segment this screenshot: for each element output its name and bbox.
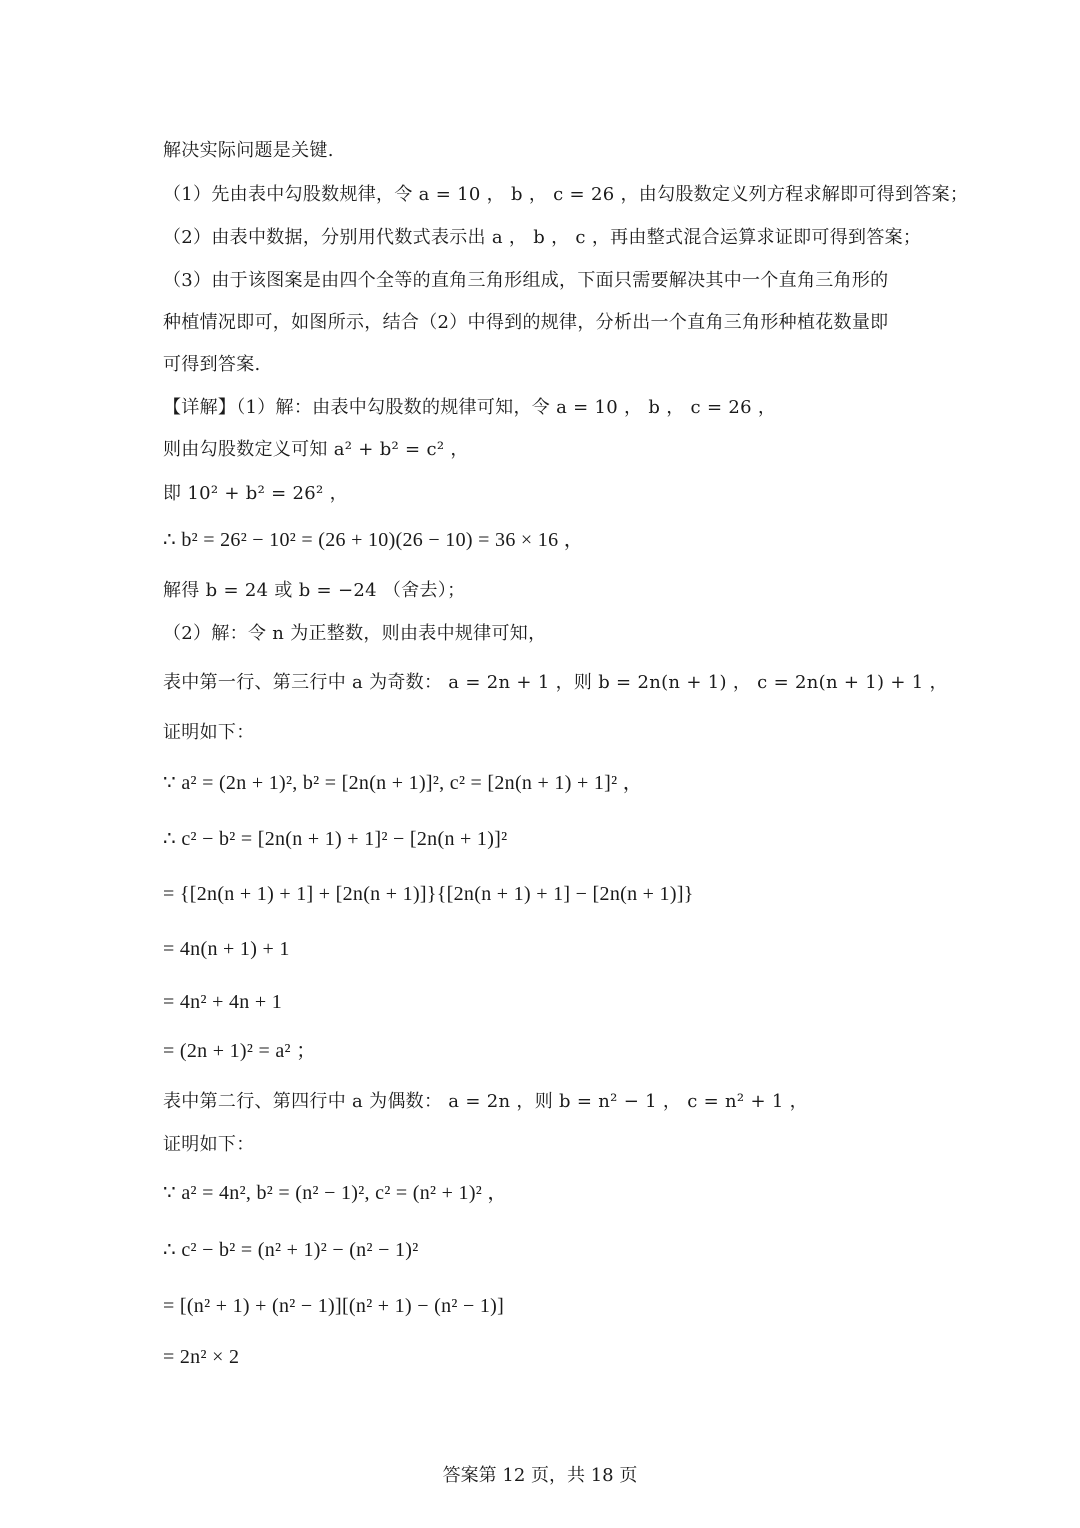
text-line-6: 可得到答案. [163,354,261,375]
text-line-8: 则由勾股数定义可知 a² + b² = c² ， [163,439,469,460]
page-footer: 答案第 12 页，共 18 页 [442,1465,638,1486]
text-line-9: 即 10² + b² = 26² ， [163,483,348,504]
equation-line-2: ∵ a² = (2n + 1)², b² = [2n(n + 1)]², c² = [2n(n + 1) + 1]² ， [163,772,644,794]
equation-line-10: = [(n² + 1) + (n² − 1)][(n² + 1) − (n² − 1)] [163,1295,505,1317]
text-line-11: （2）解：令 n 为正整数，则由表中规律可知， [163,623,547,644]
equation-line-9: ∴ c² − b² = (n² + 1)² − (n² − 1)² [163,1239,419,1261]
equation-line-7: = (2n + 1)² = a² ； [163,1040,317,1062]
equation-line-8: ∵ a² = 4n², b² = (n² − 1)², c² = (n² + 1)² ， [163,1182,508,1204]
equation-line-1: ∴ b² = 26² − 10² = (26 + 10)(26 − 10) = 36 × 16 ， [163,529,585,551]
equation-line-11: = 2n² × 2 [163,1346,240,1368]
text-line-12: 表中第一行、第三行中 a 为奇数： a = 2n + 1 ，则 b = 2n(n + 1) ， c = 2n(n + 1) + 1 ， [163,672,948,693]
text-line-13: 证明如下： [163,722,255,743]
text-line-4: （3）由于该图案是由四个全等的直角三角形组成，下面只需要解决其中一个直角三角形的 [163,270,889,291]
text-line-10: 解得 b = 24 或 b = −24 （舍去）； [163,580,466,601]
text-line-3: （2）由表中数据，分别用代数式表示出 a ， b ， c ，再由整式混合运算求证即可得到答案； [163,227,922,248]
equation-line-6: = 4n² + 4n + 1 [163,991,283,1013]
equation-line-5: = 4n(n + 1) + 1 [163,938,290,960]
text-line-1: 解决实际问题是关键. [163,140,334,161]
equation-line-4: = {[2n(n + 1) + 1] + [2n(n + 1)]}{[2n(n + 1) + 1] − [2n(n + 1)]} [163,883,694,905]
text-line-7: 【详解】（1）解：由表中勾股数的规律可知，令 a = 10 ， b ， c = 26 ， [163,397,777,418]
equation-line-3: ∴ c² − b² = [2n(n + 1) + 1]² − [2n(n + 1)]² [163,828,508,850]
text-line-5: 种植情况即可，如图所示，结合（2）中得到的规律，分析出一个直角三角形种植花数量即 [163,312,889,333]
text-line-15: 证明如下： [163,1134,255,1155]
text-line-2: （1）先由表中勾股数规律，令 a = 10 ， b ， c = 26 ，由勾股数定义列方程求解即可得到答案； [163,184,969,205]
text-line-14: 表中第二行、第四行中 a 为偶数： a = 2n ，则 b = n² − 1 ， c = n² + 1 ， [163,1091,808,1112]
